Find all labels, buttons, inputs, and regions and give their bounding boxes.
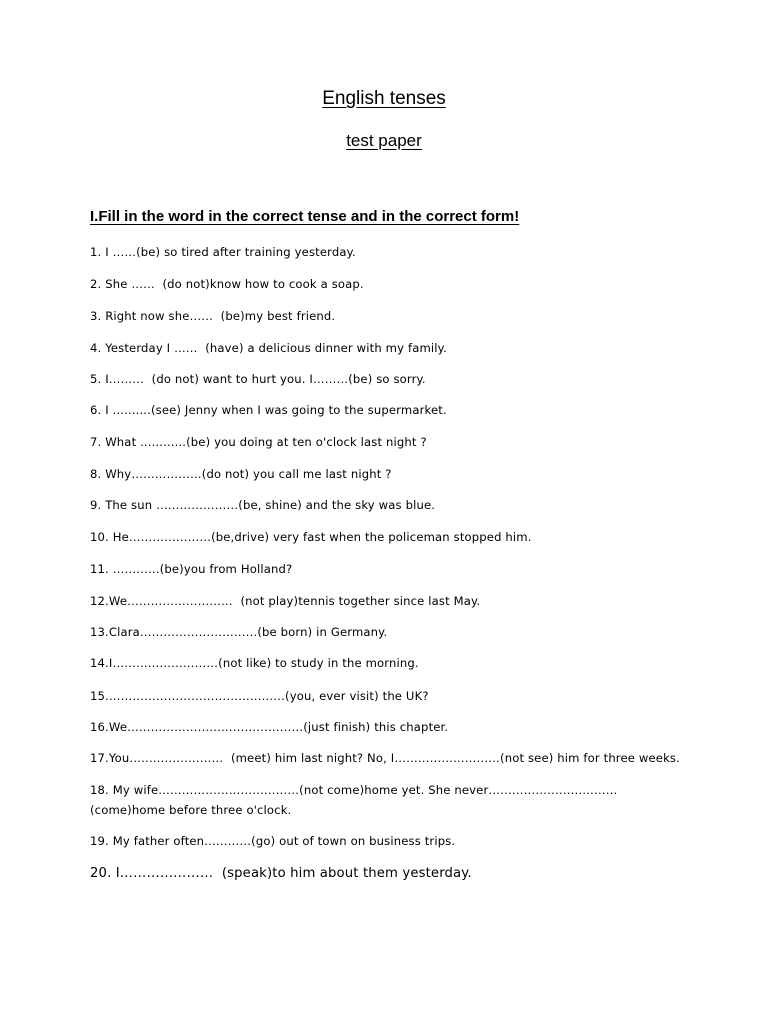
exercise-item-19: 19. My father often…………(go) out of town on business trips.: [90, 834, 456, 848]
exercise-item-14: 14.I………………………(not like) to study in the morning.: [90, 656, 419, 670]
exercise-item-8: 8. Why………………(do not) you call me last night ?: [90, 467, 392, 481]
exercise-item-9: 9. The sun …………………(be, shine) and the sky was blue.: [90, 498, 436, 512]
exercise-item-2: 2. She …… (do not)know how to cook a soap.: [90, 277, 364, 291]
exercise-item-16: 16.We………………………………………(just finish) this chapter.: [90, 720, 449, 734]
document-subtitle: test paper: [346, 131, 422, 150]
exercise-item-5: 5. I……… (do not) want to hurt you. I………(be) so sorry.: [90, 372, 426, 386]
exercise-item-12: 12.We……………………… (not play)tennis together since last May.: [90, 594, 481, 608]
exercise-item-17: 17.You…………………… (meet) him last night? No, I………………………(not see) him for three weeks.: [90, 751, 680, 765]
exercise-item-20: 20. I………………… (speak)to him about them yesterday.: [90, 866, 472, 881]
exercise-item-18: 18. My wife………………………………(not come)home yet. She never……………………………(come)home before three o'clock.: [90, 783, 618, 817]
exercise-item-6: 6. I ..........(see) Jenny when I was going to the supermarket.: [90, 403, 447, 417]
exercise-item-3: 3. Right now she…… (be)my best friend.: [90, 309, 336, 323]
exercise-item-1: 1. I ……(be) so tired after training yesterday.: [90, 245, 356, 259]
exercise-item-7: 7. What ............(be) you doing at ten o'clock last night ?: [90, 435, 427, 449]
document-title: English tenses: [322, 88, 446, 109]
exercise-item-10: 10. He…………………(be,drive) very fast when the policeman stopped him.: [90, 530, 532, 544]
exercise-item-13: 13.Clara…………………………(be born) in Germany.: [90, 625, 388, 639]
exercise-item-15: 15.………………………………………(you, ever visit) the UK?: [90, 689, 429, 703]
section-heading: I.Fill in the word in the correct tense and in the correct form!: [90, 208, 520, 225]
exercise-item-4: 4. Yesterday I …… (have) a delicious dinner with my family.: [90, 341, 447, 355]
exercise-item-11: 11. …………(be)you from Holland?: [90, 562, 293, 576]
